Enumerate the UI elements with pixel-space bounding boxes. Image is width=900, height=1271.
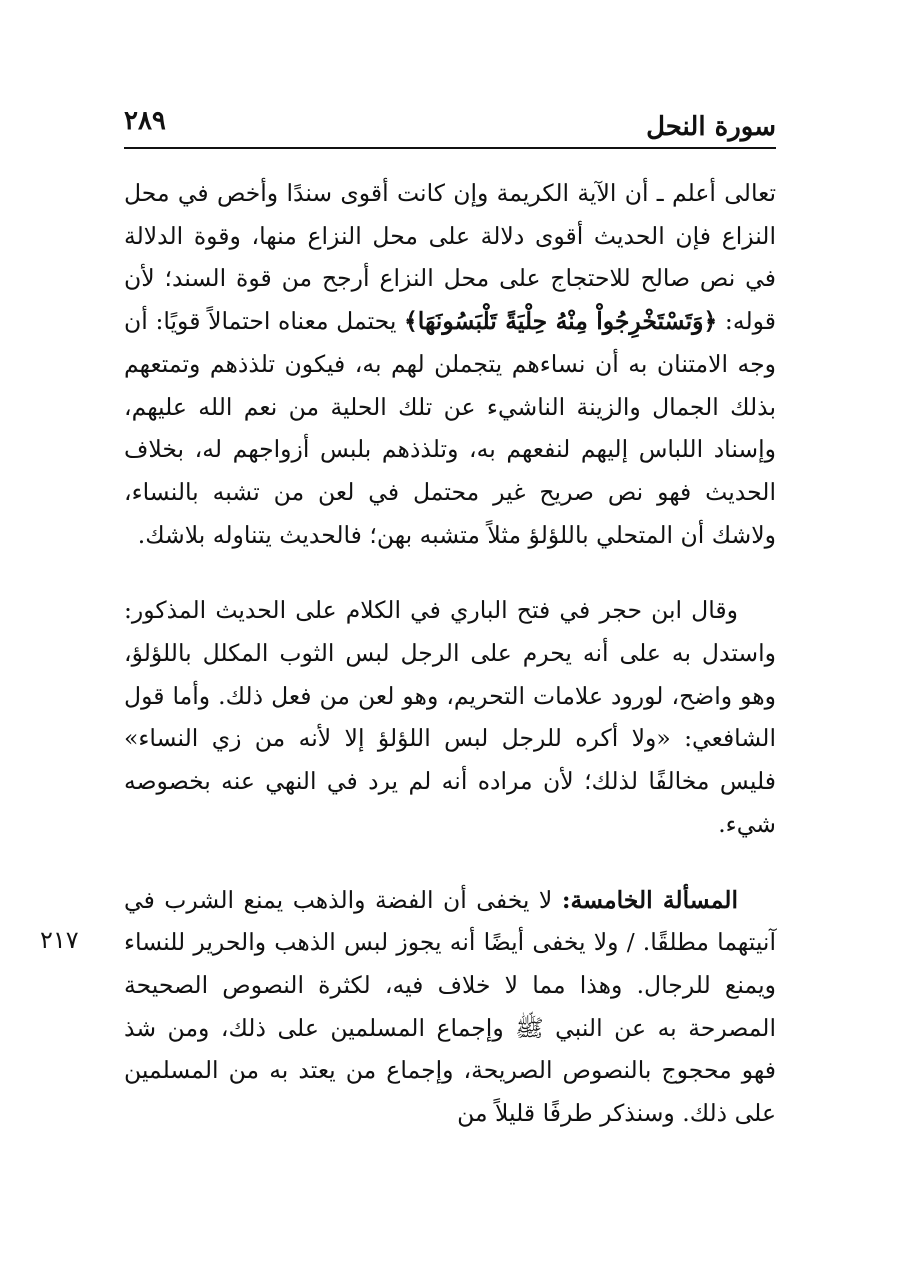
section-heading: المسألة الخامسة: (561, 885, 738, 914)
page-number: ٢٨٩ (124, 106, 166, 136)
paragraph-3-text: لا يخفى أن الفضة والذهب يمنع الشرب في آنيتهما مطلقًا. / ولا يخفى أيضًا أنه يجوز لبس الذهب والحرير للنساء ويمنع للرجال. وهذا مما لا خلاف فيه، لكثرة النصوص الصحيحة المصرحة به عن النبي ﷺ وإجماع المسلمين على ذلك، ومن شذ فهو محجوج بالنصوص الصريحة، وإجماع من يعتد به من المسلمين على ذلك. وسنذكر طرفًا قليلاً من (124, 885, 776, 1128)
paragraph-1-text-end: يحتمل معناه احتمالاً قويًا: أن وجه الامتنان به أن نساءهم يتجملن لهم به، فيكون تلذذهم وتمتعهم بذلك الجمال والزينة الناشيء عن تلك الحلية من نعم الله عليهم، وإسناد اللباس إليهم لنفعهم به، وتلذذهم بلبس أزواجهم له، بخلاف الحديث فهو نص صريح غير محتمل في لعن من تشبه بالنساء، ولاشك أن المتحلي باللؤلؤ مثلاً متشبه بهن؛ فالحديث يتناوله بلاشك. (124, 307, 776, 549)
header-rule (124, 147, 776, 149)
surah-title: سورة النحل (646, 112, 776, 142)
paragraph-1-text-start: تعالى أعلم ـ أن الآية الكريمة وإن كانت أقوى سندًا وأخص في محل النزاع فإن الحديث أقوى دلالة على محل النزاع منها، وقوة الدلالة في نص صالح للاحتجاج على محل النزاع أرجح من قوة السند؛ لأن قوله: (124, 179, 776, 336)
margin-page-reference: ٢١٧ (40, 926, 79, 954)
page-header (124, 102, 776, 148)
paragraph-3 (124, 879, 776, 1135)
quran-verse: ﴿وَتَسْتَخْرِجُواْ مِنْهُ حِلْيَةً تَلْبَسُونَهَا﴾ (404, 307, 718, 336)
page-body (124, 172, 776, 1135)
paragraph-2: وقال ابن حجر في فتح الباري في الكلام على الحديث المذكور: واستدل به على أنه يحرم على الرجل لبس الثوب المكلل باللؤلؤ، وهو واضح، لورود علامات التحريم، وهو لعن من فعل ذلك. وأما قول الشافعي: «ولا أكره للرجل لبس اللؤلؤ إلا لأنه من زي النساء» فليس مخالفًا لذلك؛ لأن مراده أنه لم يرد في النهي عنه بخصوصه شيء. (124, 596, 776, 838)
paragraph-1 (124, 172, 776, 556)
